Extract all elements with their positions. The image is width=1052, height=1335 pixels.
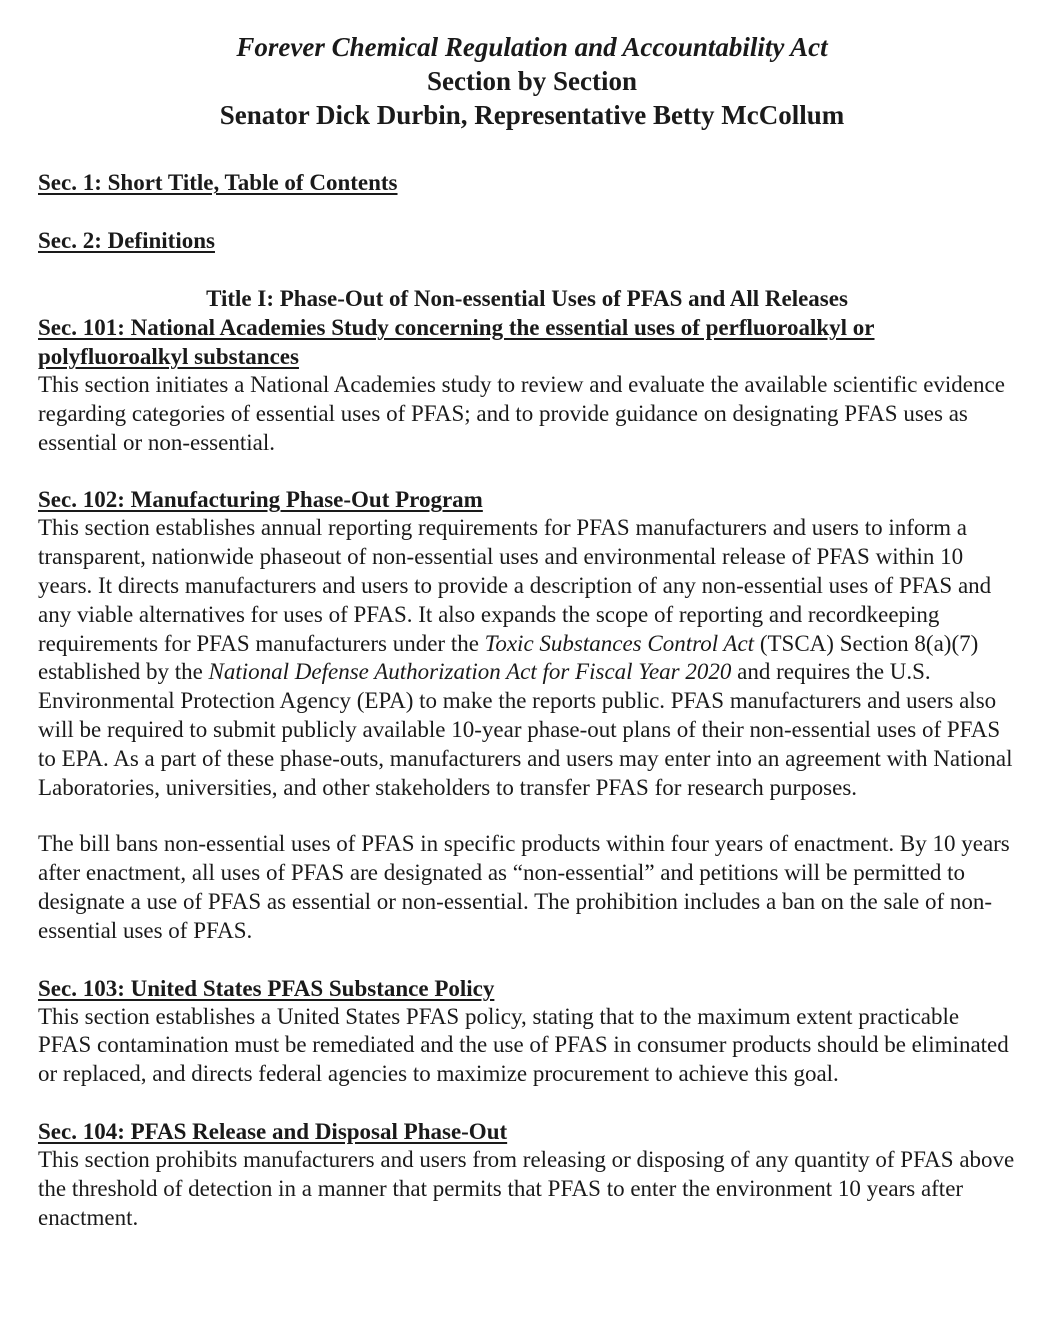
sec102-text-1: This section establishes annual reporting requirements for PFAS manufacturers and users to inform a transparent, nationwide phaseout of non-essential uses and environmental release of PFAS within 10 years. It directs manufacturers and users to provide a description of any non-essential uses of PFAS and any viable alternatives for uses of PFAS. It also expands the scope of reporting and recordkeeping requirements for PFAS manufacturers under the — [38, 515, 992, 656]
sec102-text-3: and requires the U.S. Environmental Protection Agency (EPA) to make the reports public. PFAS manufacturers and users also will be required to submit publicly available 10-year phase-out plans of their non-essential uses of PFAS to EPA. As a part of these phase-outs, manufacturers and users may enter into an agreement with National Laboratories, universities, and other stakeholders to transfer PFAS for research purposes. — [38, 659, 1013, 800]
ndaa-act-name: National Defense Authorization Act for Fiscal Year 2020 — [208, 659, 732, 685]
sec103-heading: Sec. 103: United States PFAS Substance Policy — [38, 975, 495, 1001]
sponsors-line: Senator Dick Durbin, Representative Betty McCollum — [219, 100, 845, 130]
act-title: Forever Chemical Regulation and Accountability Act — [236, 32, 828, 62]
sec102-body-paragraph-1 — [38, 514, 1016, 802]
sec102-body-paragraph-2: The bill bans non-essential uses of PFAS in specific products within four years of enactment. By 10 years after enactment, all uses of PFAS are designated as “non-essential” and petitions will be permitted to designate a use of PFAS as essential or non-essential. The prohibition includes a ban on the sale of non-essential uses of PFAS. — [38, 831, 1010, 943]
sec2-heading: Sec. 2: Definitions — [38, 228, 215, 253]
document-type: Section by Section — [426, 66, 637, 96]
sec1-heading: Sec. 1: Short Title, Table of Contents — [38, 170, 398, 195]
sec102-heading: Sec. 102: Manufacturing Phase-Out Program — [38, 487, 483, 513]
sec102-text-2: (TSCA) Section 8(a)(7) established by the — [38, 630, 979, 685]
title1-heading: Title I: Phase-Out of Non-essential Uses of PFAS and All Releases — [206, 286, 848, 311]
sec103-body: This section establishes a United States PFAS policy, stating that to the maximum extent practicable PFAS contamination must be remediated and the use of PFAS in consumer products should be eliminated or replaced, and directs federal agencies to maximize procurement to achieve this goal. — [38, 1003, 1009, 1087]
sec104-heading: Sec. 104: PFAS Release and Disposal Phase-Out — [38, 1118, 508, 1144]
sec101-body: This section initiates a National Academies study to review and evaluate the available scientific evidence regarding categories of essential uses of PFAS; and to provide guidance on designating PFAS uses as essential or non-essential. — [38, 372, 1005, 455]
sec104-body: This section prohibits manufacturers and users from releasing or disposing of any quantity of PFAS above the threshold of detection in a manner that permits that PFAS to enter the environment 10 years after enactment. — [38, 1146, 1015, 1230]
document-header — [48, 30, 1016, 132]
tsca-act-name: Toxic Substances Control Act — [484, 630, 755, 656]
sec101-heading: Sec. 101: National Academies Study concerning the essential uses of perfluoroalkyl or polyfluoroalkyl substances — [38, 315, 875, 369]
